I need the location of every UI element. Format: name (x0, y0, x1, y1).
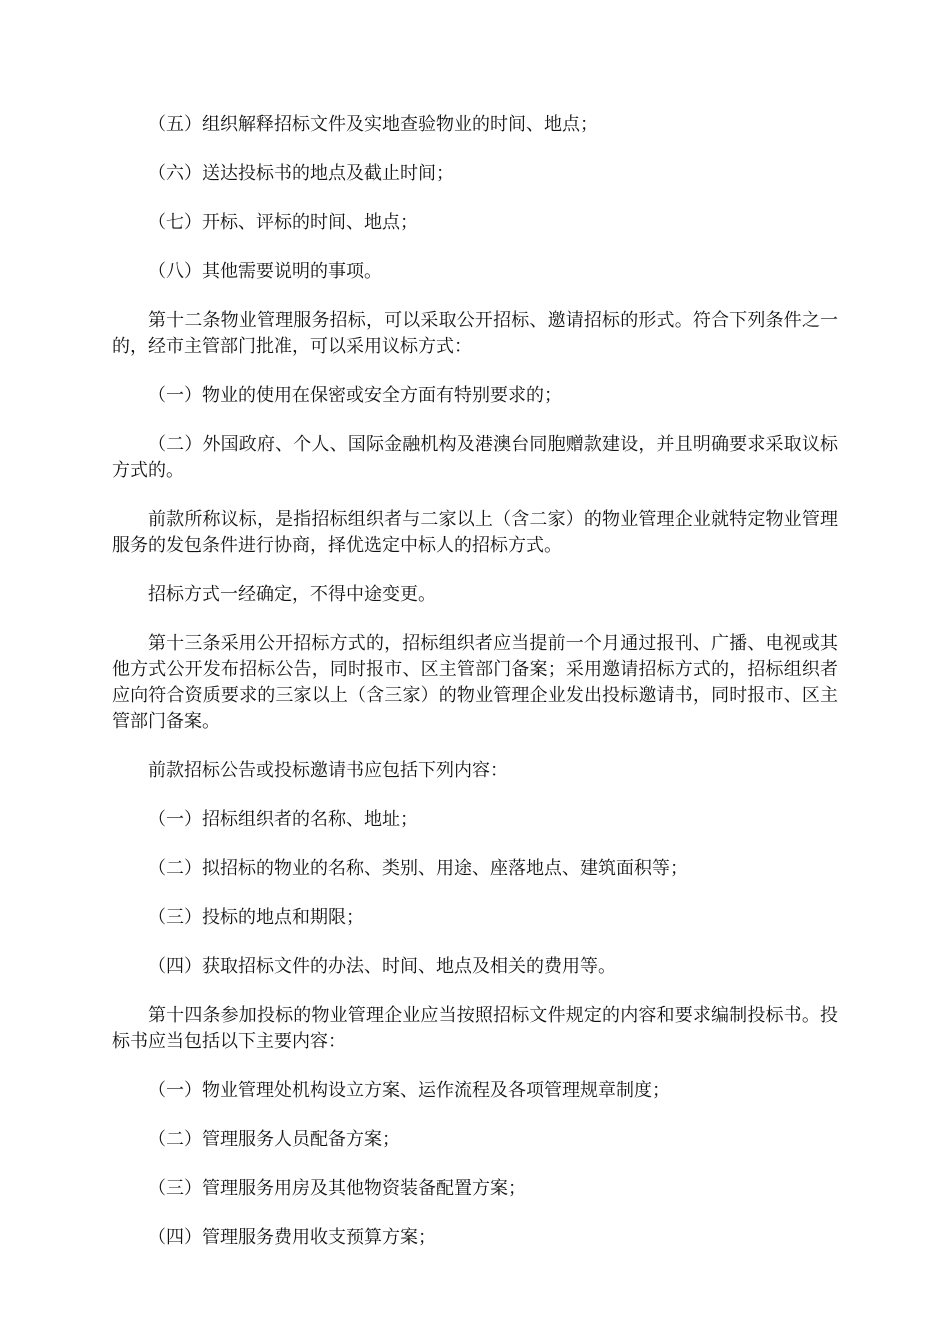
article-13-item-1: （一）招标组织者的名称、地址； (148, 809, 418, 830)
article-14-item-1: （一）物业管理处机构设立方案、运作流程及各项管理规章制度； (148, 1080, 670, 1101)
article-12-no-change: 招标方式一经确定，不得中途变更。 (148, 584, 436, 605)
article-13-contents-intro: 前款招标公告或投标邀请书应包括下列内容： (148, 760, 508, 781)
article-12: 第十二条物业管理服务招标，可以采取公开招标、邀请招标的形式。符合下列条件之一的，经市主管部门批准，可以采用议标方式： (112, 310, 838, 357)
article-12-definition: 前款所称议标，是指招标组织者与二家以上（含二家）的物业管理企业就特定物业管理服务的发包条件进行协商，择优选定中标人的招标方式。 (112, 509, 838, 556)
paragraph-8-item: （八）其他需要说明的事项。 (148, 261, 382, 282)
article-13-item-4: （四）获取招标文件的办法、时间、地点及相关的费用等。 (148, 956, 616, 977)
article-14-item-3: （三）管理服务用房及其他物资装备配置方案； (148, 1178, 526, 1199)
article-14-item-2: （二）管理服务人员配备方案； (148, 1129, 400, 1150)
article-14: 第十四条参加投标的物业管理企业应当按照招标文件规定的内容和要求编制投标书。投标书应当包括以下主要内容： (112, 1005, 838, 1052)
paragraph-7-item: （七）开标、评标的时间、地点； (148, 212, 418, 233)
article-13-item-2: （二）拟招标的物业的名称、类别、用途、座落地点、建筑面积等； (148, 858, 688, 879)
paragraph-5-item: （五）组织解释招标文件及实地查验物业的时间、地点； (148, 114, 598, 135)
document-body (112, 112, 838, 1251)
paragraph-6-item: （六）送达投标书的地点及截止时间； (148, 163, 454, 184)
article-12-item-2: （二）外国政府、个人、国际金融机构及港澳台同胞赠款建设，并且明确要求采取议标方式的。 (112, 434, 838, 481)
article-13-item-3: （三）投标的地点和期限； (148, 907, 364, 928)
article-12-item-1: （一）物业的使用在保密或安全方面有特别要求的； (148, 385, 562, 406)
article-13: 第十三条采用公开招标方式的，招标组织者应当提前一个月通过报刊、广播、电视或其他方式公开发布招标公告，同时报市、区主管部门备案；采用邀请招标方式的，招标组织者应向符合资质要求的三家以上（含三家）的物业管理企业发出投标邀请书，同时报市、区主管部门备案。 (112, 633, 838, 732)
article-14-item-4: （四）管理服务费用收支预算方案； (148, 1227, 436, 1248)
